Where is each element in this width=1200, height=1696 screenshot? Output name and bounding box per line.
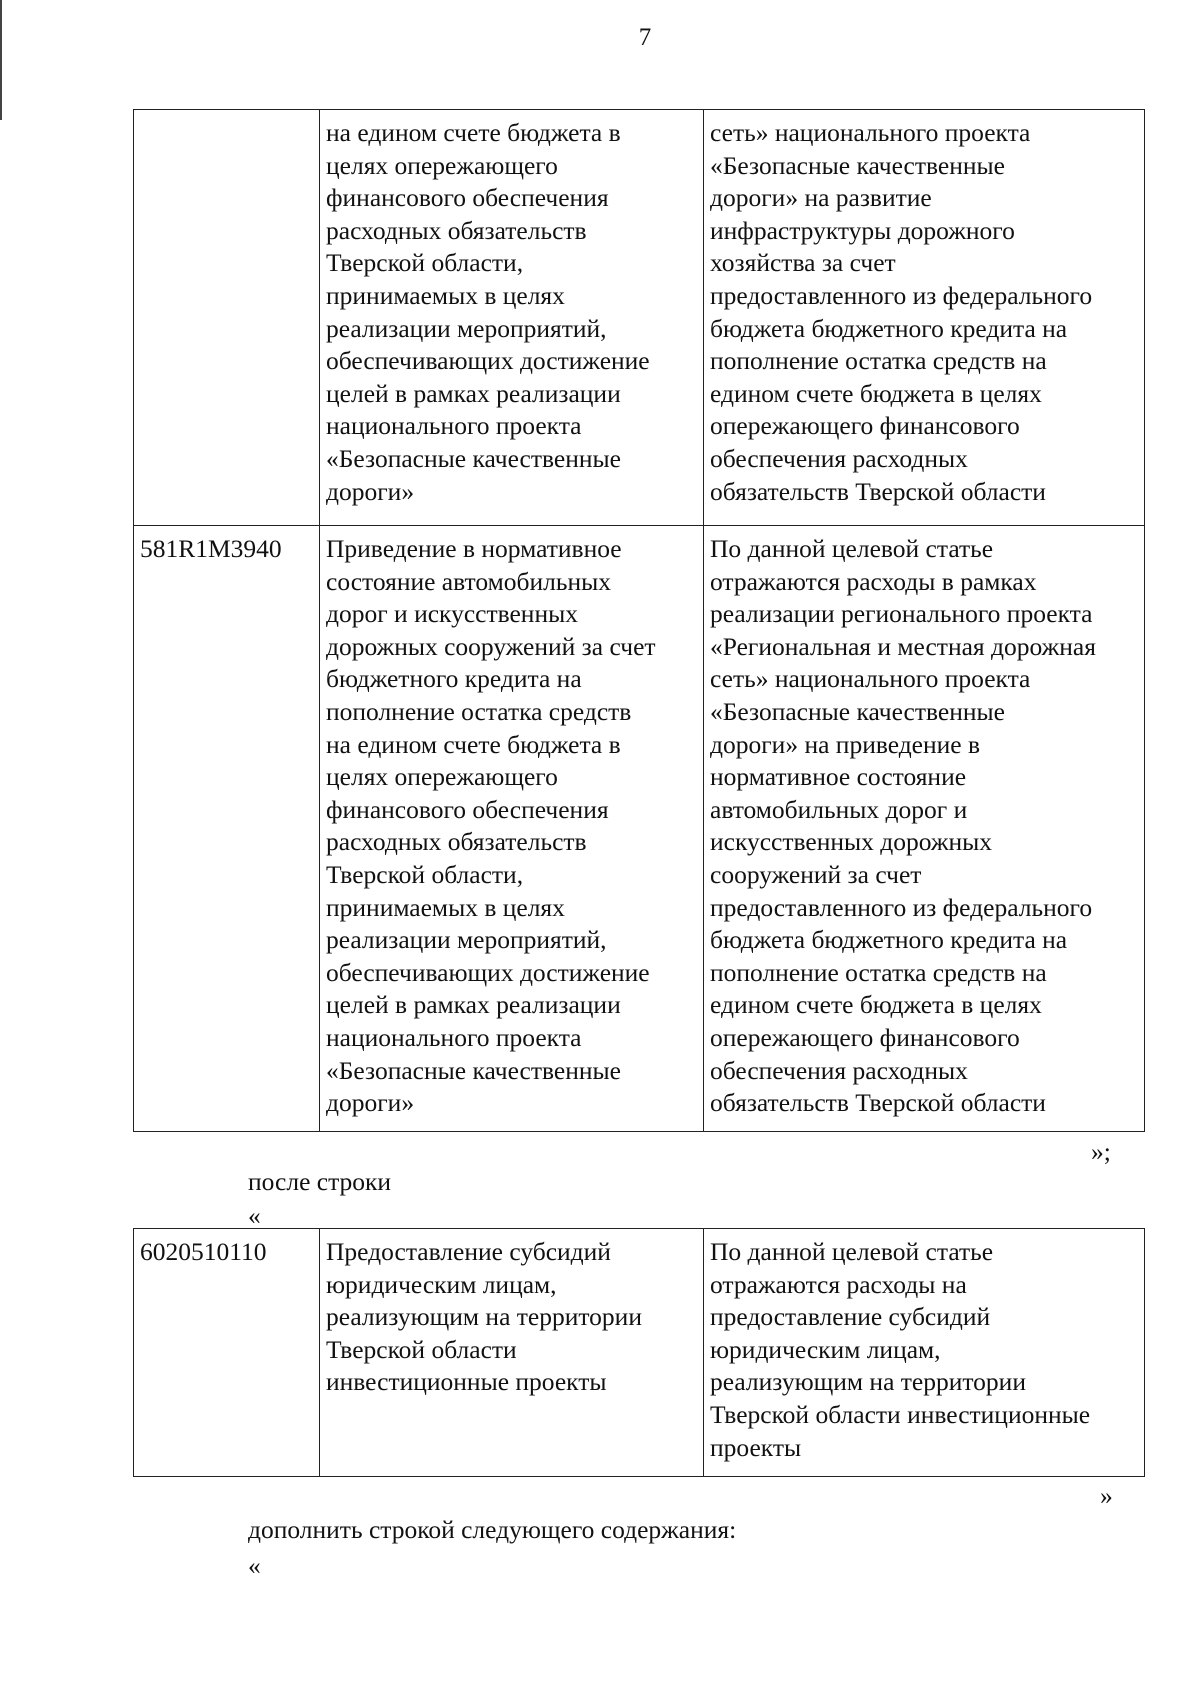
after-row-text: после строки [248, 1167, 392, 1196]
reference-row-table [133, 1228, 1145, 1477]
table-row [134, 1229, 1145, 1477]
budget-classification-table [133, 109, 1145, 1132]
code-cell [134, 110, 320, 526]
closing-quote: » [1100, 1481, 1113, 1510]
code-text: 6020510110 [140, 1237, 267, 1266]
page-number: 7 [638, 24, 652, 51]
name-cell [320, 110, 704, 526]
table-row [134, 110, 1145, 526]
closing-quote: »; [1091, 1137, 1111, 1166]
name-text: Предоставление субсидий юридическим лицам, реализующим на территории Тверской области инвестиционные проекты [326, 1237, 642, 1397]
supplement-text: дополнить строкой следующего содержания: [248, 1515, 737, 1544]
description-text: сеть» национального проекта «Безопасные качественные дороги» на развитие инфраструктуры дорожного хозяйства за счет предоставленного из федерального бюджета бюджетного кредита на пополнение остатка средств на едином счете бюджета в целях опережающего финансового обеспечения расходных обязательств Тверской области [710, 118, 1093, 506]
name-text: на едином счете бюджета в целях опережающего финансового обеспечения расходных обязательств Тверской области, принимаемых в целях реализации мероприятий, обеспечивающих достижение целей в рамках реализации национального проекта «Безопасные качественные дороги» [326, 118, 650, 506]
name-text: Приведение в нормативное состояние автомобильных дорог и искусственных дорожных сооружений за счет бюджетного кредита на пополнение остатка средств на едином счете бюджета в целях опережающего финансового обеспечения расходных обязательств Тверской области, принимаемых в целях реализации мероприятий, обеспечивающих достижение целей в рамках реализации национального проекта «Безопасные качественные дороги» [326, 534, 656, 1118]
opening-quote: « [248, 1551, 261, 1580]
code-cell [134, 526, 320, 1132]
description-cell [704, 1229, 1145, 1477]
opening-quote: « [248, 1201, 261, 1230]
code-cell [134, 1229, 320, 1477]
description-text: По данной целевой статье отражаются расходы в рамках реализации регионального проекта «Региональная и местная дорожная сеть» национального проекта «Безопасные качественные дороги» на приведение в нормативное состояние автомобильных дорог и искусственных дорожных сооружений за счет предоставленного из федерального бюджета бюджетного кредита на пополнение остатка средств на едином счете бюджета в целях опережающего финансового обеспечения расходных обязательств Тверской области [710, 534, 1096, 1118]
name-cell [320, 1229, 704, 1477]
description-cell [704, 110, 1145, 526]
page-edge-line [0, 0, 2, 120]
table-row [134, 526, 1145, 1132]
name-cell [320, 526, 704, 1132]
description-text: По данной целевой статье отражаются расходы на предоставление субсидий юридическим лицам, реализующим на территории Тверской области инвестиционные проекты [710, 1237, 1091, 1462]
description-cell [704, 526, 1145, 1132]
code-text: 581R1M3940 [140, 534, 282, 563]
